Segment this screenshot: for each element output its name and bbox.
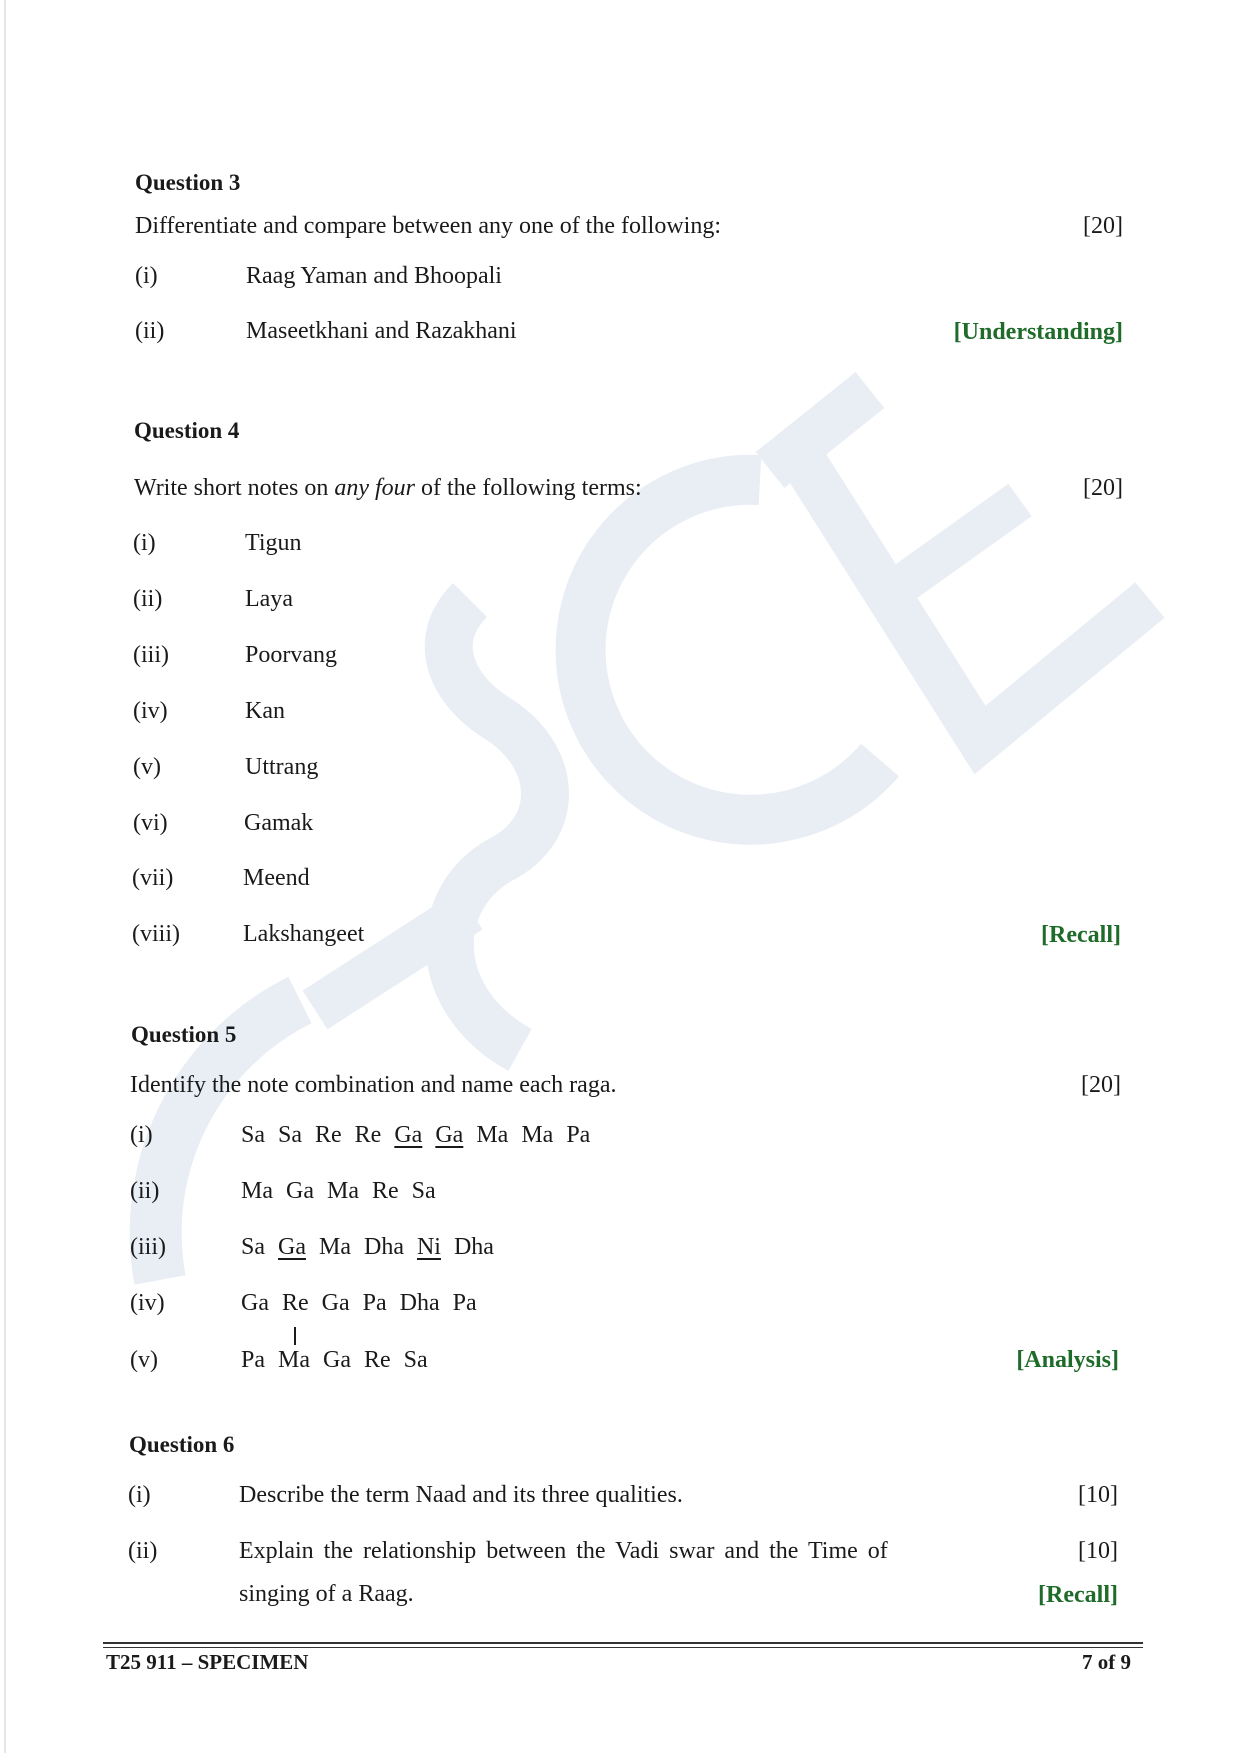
q4-item-7-text: Meend	[243, 865, 310, 891]
q5-item-5-num: (v)	[130, 1347, 158, 1373]
note: Sa	[241, 1122, 265, 1148]
page-number: 7 of 9	[1082, 1650, 1131, 1674]
note: Sa	[411, 1178, 436, 1204]
q4-item-2-num: (ii)	[133, 586, 163, 612]
q6-item-1-num: (i)	[128, 1482, 151, 1508]
note: Ma	[521, 1122, 554, 1148]
q4-item-5-num: (v)	[133, 754, 161, 780]
q4-item-2-text: Laya	[245, 586, 293, 612]
note: Sa	[278, 1122, 302, 1148]
q4-item-8-text: Lakshangeet	[243, 921, 365, 947]
note: Re	[354, 1122, 382, 1148]
note: Sa	[403, 1347, 428, 1373]
note: Re	[371, 1178, 399, 1204]
q5-item-3-num: (iii)	[130, 1234, 166, 1260]
question-6-title: Question 6	[129, 1432, 235, 1457]
q4-item-1-text: Tigun	[245, 530, 302, 556]
q4-item-6-text: Gamak	[244, 810, 314, 836]
note: Dha	[453, 1234, 494, 1260]
note: Sa	[241, 1234, 265, 1260]
note: Dha	[399, 1290, 440, 1316]
note: Re	[363, 1347, 391, 1373]
q5-item-2-notes	[241, 1178, 449, 1205]
q5-item-4-num: (iv)	[130, 1290, 165, 1316]
note-komal: Ga	[394, 1122, 423, 1148]
note-komal: Ga	[278, 1234, 306, 1260]
note: Pa	[362, 1290, 387, 1316]
q4-item-4-num: (iv)	[133, 698, 168, 724]
q4-prompt-emphasis: any four	[334, 475, 416, 501]
question-5-skill-tag: [Analysis]	[1016, 1347, 1119, 1373]
q4-item-6-num: (vi)	[133, 810, 168, 836]
note: Ma	[326, 1178, 359, 1204]
q3-item-2-text: Maseetkhani and Razakhani	[246, 318, 517, 344]
note-komal: Ga	[435, 1122, 464, 1148]
q5-item-3-notes	[241, 1234, 507, 1261]
q5-item-1-num: (i)	[130, 1122, 153, 1148]
note: Ga	[241, 1290, 269, 1316]
q5-item-1-notes	[241, 1122, 603, 1149]
q5-item-4-notes	[241, 1290, 490, 1317]
note: Ma	[476, 1122, 509, 1148]
q3-item-2-num: (ii)	[135, 318, 165, 344]
q4-item-4-text: Kan	[245, 698, 285, 724]
question-4-skill-tag: [Recall]	[1041, 922, 1121, 948]
question-3-prompt: Differentiate and compare between any one of the following:	[135, 213, 721, 239]
note: Re	[281, 1290, 309, 1316]
q4-item-7-num: (vii)	[132, 865, 174, 891]
scan-edge	[4, 0, 6, 1753]
note-tivra: Ma	[278, 1347, 310, 1373]
q6-item-2-num: (ii)	[128, 1538, 158, 1564]
q3-item-1-num: (i)	[135, 263, 158, 289]
question-4-marks: [20]	[1083, 475, 1123, 501]
note: Ga	[286, 1178, 314, 1204]
q6-item-2-text-line1: Explain the relationship between the Vadi swar and the Time of	[239, 1538, 888, 1564]
footer-divider	[103, 1642, 1143, 1648]
q5-item-5-notes	[241, 1347, 441, 1374]
question-4-title: Question 4	[134, 418, 240, 443]
note: Pa	[566, 1122, 591, 1148]
note: Pa	[241, 1347, 265, 1373]
question-5-marks: [20]	[1081, 1072, 1121, 1098]
note: Pa	[452, 1290, 477, 1316]
q4-prompt-part-b: of the following terms:	[415, 475, 642, 501]
question-5-title: Question 5	[131, 1022, 237, 1047]
q6-item-2-text-line2: singing of a Raag.	[239, 1581, 414, 1607]
q4-item-8-num: (viii)	[132, 921, 180, 947]
question-6-skill-tag: [Recall]	[1038, 1582, 1118, 1608]
note: Re	[315, 1122, 342, 1148]
question-3-marks: [20]	[1083, 213, 1123, 239]
q4-item-5-text: Uttrang	[245, 754, 319, 780]
q4-item-3-text: Poorvang	[245, 642, 337, 668]
q5-item-2-num: (ii)	[130, 1178, 160, 1204]
note-komal: Ni	[416, 1234, 441, 1260]
q4-item-1-num: (i)	[133, 530, 156, 556]
q6-item-1-marks: [10]	[1078, 1482, 1118, 1508]
note: Dha	[363, 1234, 404, 1260]
note: Ga	[323, 1347, 351, 1373]
q6-item-2-marks: [10]	[1078, 1538, 1118, 1564]
q4-item-3-num: (iii)	[133, 642, 169, 668]
question-4-prompt	[134, 475, 642, 502]
q3-item-1-text: Raag Yaman and Bhoopali	[246, 263, 502, 289]
q4-prompt-part-a: Write short notes on	[134, 475, 335, 501]
note: Ma	[241, 1178, 273, 1204]
note: Ma	[318, 1234, 351, 1260]
question-5-prompt: Identify the note combination and name each raga.	[130, 1072, 617, 1098]
question-3-skill-tag: [Understanding]	[953, 319, 1123, 345]
q6-item-1-text: Describe the term Naad and its three qualities.	[239, 1482, 683, 1508]
question-3-title: Question 3	[135, 170, 241, 195]
paper-code: T25 911 – SPECIMEN	[106, 1650, 309, 1674]
note: Ga	[321, 1290, 350, 1316]
